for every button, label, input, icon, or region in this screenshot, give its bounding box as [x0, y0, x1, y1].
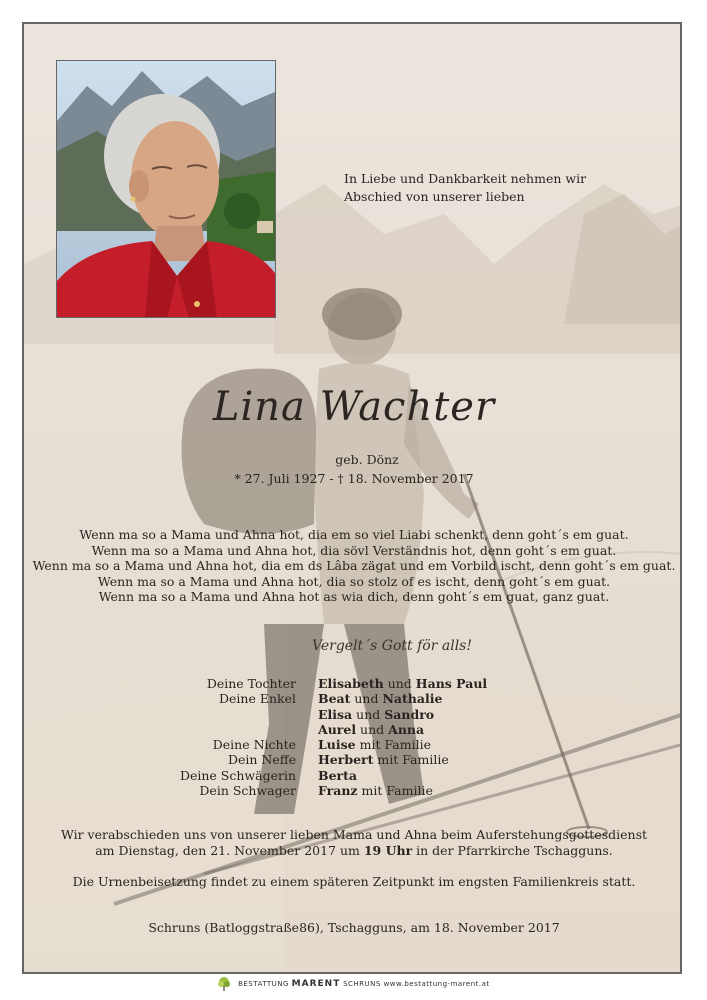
- family-names: Elisa und Sandro: [318, 706, 435, 722]
- footer-town: SCHRUNS: [343, 980, 381, 988]
- urn-notice: Die Urnenbeisetzung findet zu einem späteren Zeitpunkt im engsten Familienkreis statt.: [72, 874, 636, 889]
- family-names: Elisabeth und Hans Paul: [318, 676, 488, 691]
- family-names: Franz mit Familie: [318, 783, 433, 799]
- footer-prefix: BESTATTUNG: [238, 980, 289, 988]
- family-row: [24, 737, 682, 752]
- family-names: Luise mit Familie: [318, 737, 431, 753]
- place-date: Schruns (Batloggstraße86), Tschagguns, am 18. November 2017: [148, 920, 560, 935]
- obituary-card: [22, 22, 682, 974]
- family-relation: Dein Neffe: [227, 752, 296, 768]
- family-row: [24, 768, 682, 783]
- portrait-photo: [56, 60, 276, 318]
- family-row: [24, 722, 682, 737]
- family-row: [24, 676, 682, 691]
- intro-text: [344, 170, 644, 206]
- service-line-2: am Dienstag, den 21. November 2017 um 19 Uhr in der Pfarrkirche Tschagguns.: [95, 843, 613, 858]
- deceased-name: Lina Wachter: [212, 384, 496, 430]
- family-names: Aurel und Anna: [318, 721, 425, 737]
- service-info: [24, 827, 682, 859]
- family-list: [24, 676, 682, 798]
- family-row: [24, 691, 682, 706]
- family-names: Beat und Nathalie: [318, 691, 443, 707]
- poem-line: Wenn ma so a Mama und Ahna hot, dia so stolz of es ischt, denn goht´s em guat.: [97, 573, 611, 589]
- family-row: [24, 783, 682, 798]
- poem-line: Wenn ma so a Mama und Ahna hot, dia sövl Verständnis hot, denn goht´s em guat.: [91, 542, 617, 558]
- family-relation: Deine Schwägerin: [179, 767, 296, 783]
- poem-line: Wenn ma so a Mama und Ahna hot, dia em so viel Liabi schenkt, denn goht´s em guat.: [79, 527, 629, 542]
- family-names: Herbert mit Familie: [318, 752, 449, 768]
- life-dates: * 27. Juli 1927 - † 18. November 2017: [234, 471, 474, 486]
- intro-line-1: In Liebe und Dankbarkeit nehmen wir: [344, 171, 587, 186]
- family-row: [24, 752, 682, 767]
- family-row: [24, 707, 682, 722]
- poem-line: Wenn ma so a Mama und Ahna hot as wia dich, denn goht´s em guat, ganz guat.: [98, 589, 610, 605]
- poem-line: Wenn ma so a Mama und Ahna hot, dia em ds Lâba zägat und em Vorbild ischt, denn goht´s em guat.: [32, 558, 676, 574]
- footer: [0, 976, 707, 996]
- maiden-name: geb. Dönz: [335, 452, 399, 467]
- family-relation: Deine Nichte: [212, 737, 296, 753]
- tree-logo-icon: [217, 976, 231, 992]
- footer-url[interactable]: www.bestattung-marent.at: [383, 980, 490, 988]
- thanks-line: Vergelt´s Gott för alls!: [312, 638, 472, 654]
- poem: [24, 527, 682, 605]
- footer-brand: MARENT: [291, 979, 341, 989]
- service-line-1: Wir verabschieden uns von unserer lieben Mama und Ahna beim Auferstehungsgottesdienst: [60, 827, 648, 842]
- family-relation: Deine Tochter: [206, 676, 296, 691]
- intro-line-2: Abschied von unserer lieben: [344, 189, 525, 204]
- family-relation: Deine Enkel: [219, 691, 296, 707]
- family-names: Berta: [318, 767, 357, 783]
- family-relation: Dein Schwager: [199, 783, 296, 799]
